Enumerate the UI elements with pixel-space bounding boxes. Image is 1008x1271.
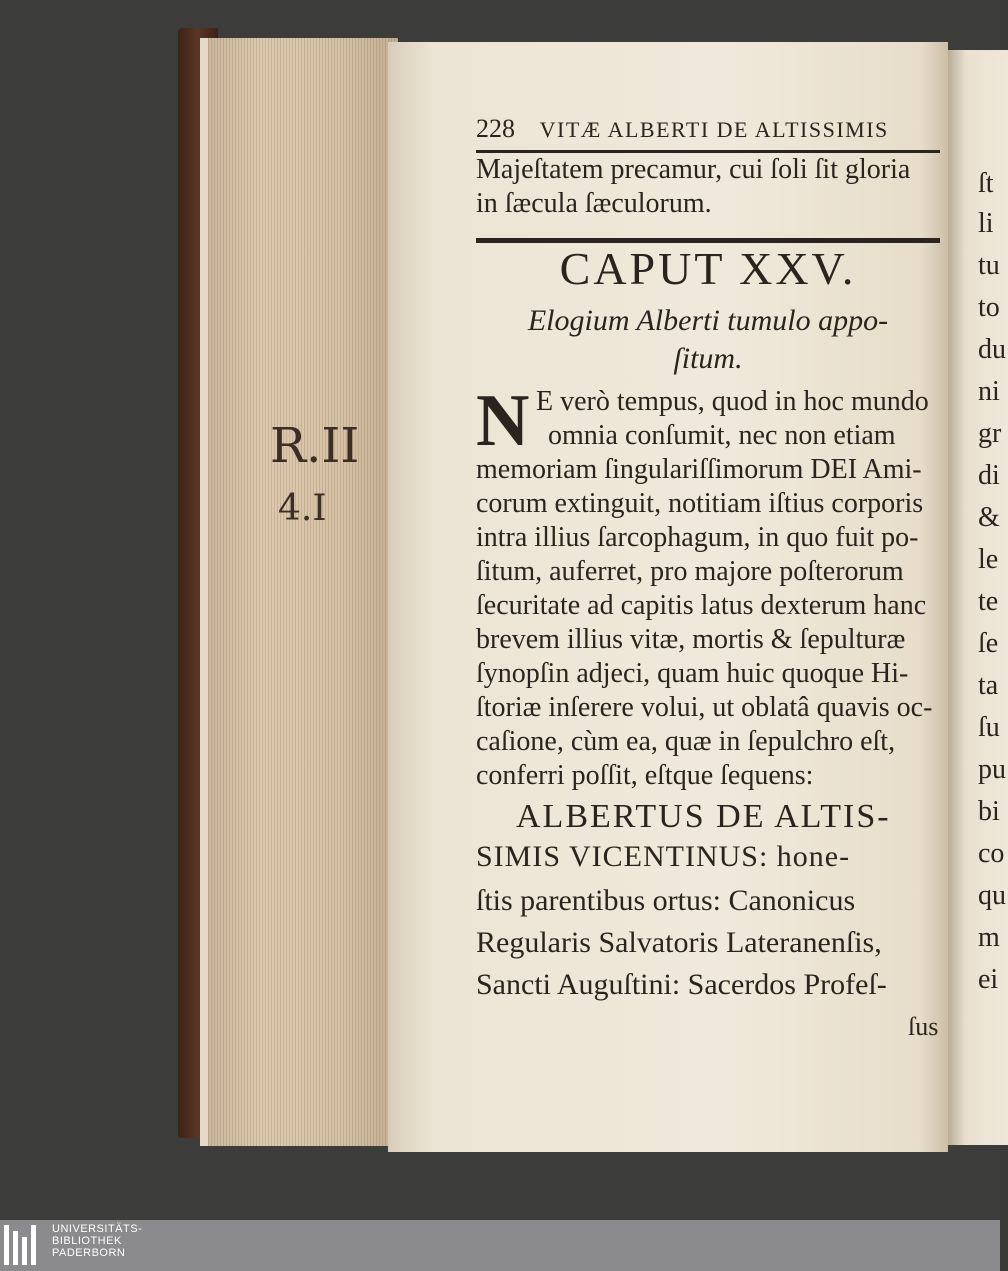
logo-line: BIBLIOTHEK	[52, 1235, 122, 1247]
facing-fragment: &	[978, 502, 1000, 533]
facing-fragment: bi	[978, 796, 1000, 827]
facing-fragment: li	[978, 208, 994, 239]
body-line: ſecuritate ad capitis latus dexterum hanc	[476, 590, 927, 621]
facing-fragment: m	[978, 922, 1000, 953]
library-logo-icon	[4, 1225, 42, 1265]
body-line: corum extinguit, notitiam iſtius corporis	[476, 488, 924, 519]
body-line: brevem illius vitæ, mortis & ſepulturæ	[476, 624, 906, 655]
facing-fragment: ei	[978, 964, 999, 995]
carryover-line: in ſæcula ſæculorum.	[476, 188, 712, 219]
inscription-line: ſtis parentibus ortus: Canonicus	[476, 884, 856, 917]
inscription-line: Sancti Auguſtini: Sacerdos Profeſ-	[476, 968, 887, 1001]
body-line: ſitum, auferret, pro majore poſterorum	[476, 556, 904, 587]
chapter-subtitle-line: ſitum.	[673, 342, 743, 375]
catchword: ſus	[908, 1012, 939, 1041]
facing-fragment: tu	[978, 250, 1000, 281]
inscription-line: ALBERTUS DE ALTIS-	[516, 798, 891, 835]
inscription-line: Regularis Salvatoris Lateranenſis,	[476, 926, 882, 959]
header-rule	[476, 150, 940, 153]
body-line: omnia conſumit, nec non etiam	[548, 420, 896, 451]
facing-fragment: le	[978, 544, 999, 575]
facing-fragment: di	[978, 460, 1000, 491]
facing-fragment: to	[978, 292, 1000, 323]
shelfmark-lower: 4.I	[278, 488, 327, 529]
logo-line: UNIVERSITÄTS-	[52, 1223, 143, 1235]
shelfmark-upper: R.II	[270, 418, 360, 474]
body-line: ſynopſin adjeci, quam huic quoque Hi-	[476, 658, 909, 689]
page-number: 228	[476, 114, 515, 143]
chapter-title: CAPUT XXV.	[559, 243, 857, 294]
facing-fragment: gr	[978, 418, 1002, 449]
body-line: caſione, cùm ea, quæ in ſepulchro eſt,	[476, 726, 896, 757]
chapter-subtitle-line: Elogium Alberti tumulo appo-	[527, 304, 889, 337]
facing-fragment: pu	[978, 754, 1006, 785]
body-line: intra illius ſarcophagum, in quo fuit po-	[476, 522, 919, 553]
facing-fragment: ni	[978, 376, 1000, 407]
logo-line: PADERBORN	[52, 1247, 126, 1259]
book-page	[388, 42, 948, 1152]
carryover-line: Majeſtatem precamur, cui ſoli ſit gloria	[476, 154, 911, 185]
facing-page-edge	[948, 50, 1008, 1145]
facing-fragment: te	[978, 586, 999, 617]
body-line: ſtoriæ inſerere volui, ut oblatâ quavis oc-	[476, 692, 933, 723]
running-head: VITÆ ALBERTI DE ALTISSIMIS	[539, 117, 889, 142]
facing-fragment: ta	[978, 670, 999, 701]
inscription-line: SIMIS VICENTINUS: hone-	[476, 840, 851, 873]
page-edge	[200, 38, 398, 1146]
body-line: memoriam ſingulariſſimorum DEI Ami-	[476, 454, 922, 485]
facing-fragment: qu	[978, 880, 1006, 911]
facing-fragment: ſt	[978, 168, 994, 199]
body-line: E verò tempus, quod in hoc mundo	[536, 386, 929, 417]
facing-fragment: ſe	[978, 628, 999, 659]
facing-fragment: ſu	[978, 712, 1000, 743]
running-header	[476, 114, 946, 144]
facing-fragment: co	[978, 838, 1005, 869]
facing-fragment: du	[978, 334, 1006, 365]
drop-cap: N	[476, 380, 530, 462]
library-footer	[0, 1220, 1000, 1271]
library-logo-text	[52, 1223, 142, 1259]
body-line: conferri poſſit, eſtque ſequens:	[476, 760, 814, 791]
